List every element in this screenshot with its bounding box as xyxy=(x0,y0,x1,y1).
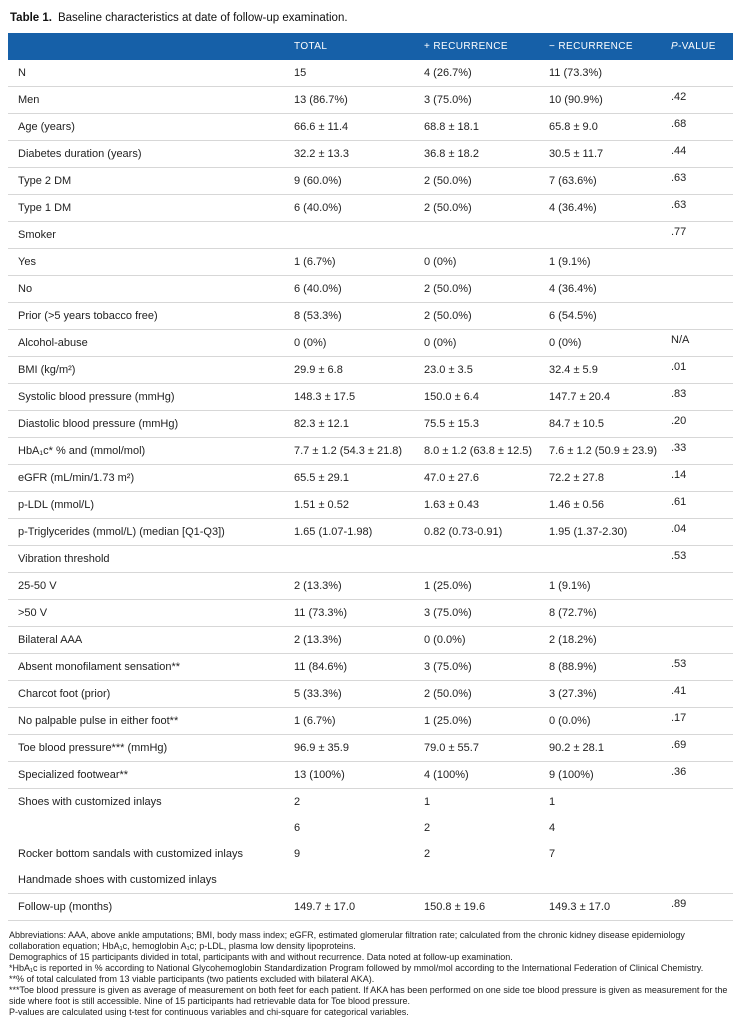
cell-minus-recurrence: 32.4 ± 5.9 xyxy=(543,357,665,384)
cell-p-value xyxy=(665,841,733,867)
cell-plus-recurrence xyxy=(418,867,543,894)
cell-total: 2 (13.3%) xyxy=(288,573,418,600)
cell-total: 1 (6.7%) xyxy=(288,708,418,735)
cell-minus-recurrence: 2 (18.2%) xyxy=(543,627,665,654)
table-row xyxy=(8,87,733,114)
cell-minus-recurrence: 149.3 ± 17.0 xyxy=(543,894,665,921)
cell-p-value: .04 xyxy=(665,519,733,546)
footnote-line: Abbreviations: AAA, above ankle amputations; BMI, body mass index; eGFR, estimated glomerular filtration rate; calculated from the chronic kidney disease epidemiology collaboration equation; HbA₁c, hemoglobin A₁c; p-LDL, plasma low density lipoproteins. xyxy=(9,930,685,951)
row-label: 25-50 V xyxy=(8,573,288,600)
table-row xyxy=(8,681,733,708)
table-row xyxy=(8,168,733,195)
row-label: Men xyxy=(8,87,288,114)
cell-plus-recurrence: 47.0 ± 27.6 xyxy=(418,465,543,492)
cell-total: 6 xyxy=(294,821,301,834)
row-label: p-Triglycerides (mmol/L) (median [Q1-Q3]) xyxy=(8,519,288,546)
table-row xyxy=(8,249,733,276)
row-label: p-LDL (mmol/L) xyxy=(8,492,288,519)
cell-total: 2 xyxy=(294,795,301,808)
cell-minus-recurrence: 7 (63.6%) xyxy=(543,168,665,195)
row-label: Systolic blood pressure (mmHg) xyxy=(8,384,288,411)
cell-minus-recurrence: 84.7 ± 10.5 xyxy=(543,411,665,438)
row-label: Diastolic blood pressure (mmHg) xyxy=(8,411,288,438)
table-row xyxy=(8,894,733,921)
cell-minus-recurrence: 4 xyxy=(549,821,556,834)
row-label: >50 V xyxy=(8,600,288,627)
cell-total: 66.6 ± 11.4 xyxy=(288,114,418,141)
cell-plus-recurrence: 3 (75.0%) xyxy=(418,654,543,681)
cell-total: 13 (86.7%) xyxy=(288,87,418,114)
table-row xyxy=(8,438,733,465)
cell-minus-recurrence: 72.2 ± 27.8 xyxy=(543,465,665,492)
cell-total: 15 xyxy=(288,60,418,87)
cell-plus-recurrence: 0.82 (0.73-0.91) xyxy=(418,519,543,546)
cell-plus-recurrence: 2 xyxy=(424,821,431,834)
cell-total: 9 xyxy=(294,847,301,860)
cell-plus-recurrence: 1 (25.0%) xyxy=(418,573,543,600)
header-empty-cell xyxy=(8,33,288,60)
table-row xyxy=(8,411,733,438)
cell-total: 8 (53.3%) xyxy=(288,303,418,330)
cell-p-value: .63 xyxy=(665,195,733,222)
cell-total xyxy=(288,867,418,894)
cell-p-value: .36 xyxy=(665,762,733,789)
cell-plus-recurrence: 68.8 ± 18.1 xyxy=(418,114,543,141)
cell-p-value: .20 xyxy=(665,411,733,438)
cell-minus-recurrence: 0 (0.0%) xyxy=(543,708,665,735)
row-label: Type 1 DM xyxy=(8,195,288,222)
header-plus-recurrence: + RECURRENCE xyxy=(418,33,543,60)
cell-plus-recurrence xyxy=(418,222,543,249)
row-label: Yes xyxy=(8,249,288,276)
cell-minus-recurrence: 65.8 ± 9.0 xyxy=(543,114,665,141)
table-header-row xyxy=(8,33,733,60)
table-body xyxy=(8,60,733,921)
cell-p-value xyxy=(665,867,733,894)
row-label: Alcohol-abuse xyxy=(8,330,288,357)
table-row xyxy=(8,384,733,411)
cell-minus-recurrence: 1 (9.1%) xyxy=(543,249,665,276)
cell-total: 82.3 ± 12.1 xyxy=(288,411,418,438)
cell-p-value xyxy=(665,815,733,841)
table-row xyxy=(8,276,733,303)
cell-p-value xyxy=(665,627,733,654)
table-row xyxy=(8,546,733,573)
table-row xyxy=(8,815,733,841)
footnotes xyxy=(8,930,735,1018)
row-label: Follow-up (months) xyxy=(8,894,288,921)
cell-total: 9 (60.0%) xyxy=(288,168,418,195)
cell-total: 11 (73.3%) xyxy=(288,600,418,627)
cell-plus-recurrence: 1 (25.0%) xyxy=(418,708,543,735)
table-row xyxy=(8,141,733,168)
row-label: Bilateral AAA xyxy=(8,627,288,654)
cell-total: 1.51 ± 0.52 xyxy=(288,492,418,519)
cell-minus-recurrence: 0 (0%) xyxy=(543,330,665,357)
cell-p-value: .01 xyxy=(665,357,733,384)
cell-plus-recurrence xyxy=(418,546,543,573)
cell-minus-recurrence: 1.46 ± 0.56 xyxy=(543,492,665,519)
table-row xyxy=(8,735,733,762)
cell-minus-recurrence: 4 (36.4%) xyxy=(543,276,665,303)
table-row xyxy=(8,519,733,546)
cell-total: 65.5 ± 29.1 xyxy=(288,465,418,492)
table-row xyxy=(8,867,733,894)
footnote-line: ***Toe blood pressure is given as average of measurement on both feet for each patient. If AKA has been performed on one side toe blood pressure is given as measurement for the side where foot is still accessible. Nine of 15 participants had retrievable data for Toe blood pressure. xyxy=(9,985,728,1006)
row-label: Vibration threshold xyxy=(8,546,288,573)
row-label: Smoker xyxy=(8,222,288,249)
cell-plus-recurrence: 150.8 ± 19.6 xyxy=(418,894,543,921)
cell-p-value: .63 xyxy=(665,168,733,195)
cell-total: 1 (6.7%) xyxy=(288,249,418,276)
row-label: HbA₁c* % and (mmol/mol) xyxy=(8,438,288,465)
cell-plus-recurrence: 3 (75.0%) xyxy=(418,87,543,114)
cell-p-value xyxy=(665,249,733,276)
cell-p-value: .68 xyxy=(665,114,733,141)
cell-minus-recurrence: 3 (27.3%) xyxy=(543,681,665,708)
cell-total xyxy=(288,222,418,249)
table-row xyxy=(8,330,733,357)
row-label: Rocker bottom sandals with customized inlays xyxy=(18,847,243,860)
table-row xyxy=(8,195,733,222)
cell-minus-recurrence: 1 (9.1%) xyxy=(543,573,665,600)
cell-total: 13 (100%) xyxy=(288,762,418,789)
cell-p-value: .42 xyxy=(665,87,733,114)
cell-plus-recurrence: 2 (50.0%) xyxy=(418,195,543,222)
row-label: BMI (kg/m²) xyxy=(8,357,288,384)
row-label: Type 2 DM xyxy=(8,168,288,195)
row-label: Specialized footwear** xyxy=(8,762,288,789)
cell-minus-recurrence: 6 (54.5%) xyxy=(543,303,665,330)
table-caption xyxy=(10,12,733,24)
cell-p-value: .89 xyxy=(665,894,733,921)
cell-total: 5 (33.3%) xyxy=(288,681,418,708)
row-label: No xyxy=(8,276,288,303)
cell-p-value: .44 xyxy=(665,141,733,168)
table-row xyxy=(8,841,733,867)
cell-total: 32.2 ± 13.3 xyxy=(288,141,418,168)
cell-plus-recurrence: 4 (100%) xyxy=(418,762,543,789)
cell-minus-recurrence: 8 (88.9%) xyxy=(543,654,665,681)
cell-minus-recurrence: 90.2 ± 28.1 xyxy=(543,735,665,762)
table-row xyxy=(8,222,733,249)
header-total: TOTAL xyxy=(288,33,418,60)
table-row xyxy=(8,600,733,627)
header-p-value-italic: P xyxy=(671,41,679,52)
cell-total: 96.9 ± 35.9 xyxy=(288,735,418,762)
cell-total: 6 (40.0%) xyxy=(288,276,418,303)
cell-minus-recurrence xyxy=(543,867,665,894)
cell-minus-recurrence xyxy=(543,222,665,249)
cell-total: 7.7 ± 1.2 (54.3 ± 21.8) xyxy=(288,438,418,465)
table-row xyxy=(8,303,733,330)
cell-p-value: .33 xyxy=(665,438,733,465)
cell-p-value xyxy=(665,600,733,627)
cell-plus-recurrence: 8.0 ± 1.2 (63.8 ± 12.5) xyxy=(418,438,543,465)
cell-p-value: .61 xyxy=(665,492,733,519)
row-label: Charcot foot (prior) xyxy=(8,681,288,708)
cell-p-value: N/A xyxy=(665,330,733,357)
cell-total: 0 (0%) xyxy=(288,330,418,357)
row-label: Absent monofilament sensation** xyxy=(8,654,288,681)
cell-minus-recurrence: 1 xyxy=(549,795,556,808)
cell-p-value: .41 xyxy=(665,681,733,708)
cell-minus-recurrence xyxy=(543,546,665,573)
cell-p-value: .77 xyxy=(665,222,733,249)
table-row xyxy=(8,762,733,789)
table-row xyxy=(8,708,733,735)
table-row xyxy=(8,114,733,141)
cell-plus-recurrence: 36.8 ± 18.2 xyxy=(418,141,543,168)
row-label: Shoes with customized inlays xyxy=(18,795,162,808)
row-label: Prior (>5 years tobacco free) xyxy=(8,303,288,330)
cell-minus-recurrence: 10 (90.9%) xyxy=(543,87,665,114)
cell-plus-recurrence: 0 (0%) xyxy=(418,249,543,276)
table-row xyxy=(8,60,733,87)
cell-total: 2 (13.3%) xyxy=(288,627,418,654)
cell-total: 149.7 ± 17.0 xyxy=(288,894,418,921)
footnote-line: *HbA₁c is reported in % according to National Glycohemoglobin Standardization Program followed by mmol/mol according to the International Federation of Clinical Chemistry. xyxy=(9,963,704,973)
baseline-characteristics-table xyxy=(8,33,733,921)
cell-minus-recurrence: 7.6 ± 1.2 (50.9 ± 23.9) xyxy=(543,438,665,465)
cell-minus-recurrence: 7 xyxy=(549,847,556,860)
cell-minus-recurrence: 9 (100%) xyxy=(543,762,665,789)
cell-total: 1.65 (1.07-1.98) xyxy=(288,519,418,546)
cell-p-value xyxy=(665,573,733,600)
cell-plus-recurrence: 23.0 ± 3.5 xyxy=(418,357,543,384)
cell-total: 11 (84.6%) xyxy=(288,654,418,681)
cell-minus-recurrence: 1.95 (1.37-2.30) xyxy=(543,519,665,546)
table-header xyxy=(8,33,733,60)
header-minus-recurrence: − RECURRENCE xyxy=(543,33,665,60)
cell-plus-recurrence: 3 (75.0%) xyxy=(418,600,543,627)
row-label: N xyxy=(8,60,288,87)
row-label: eGFR (mL/min/1.73 m²) xyxy=(8,465,288,492)
cell-minus-recurrence: 4 (36.4%) xyxy=(543,195,665,222)
table-caption-label: Table 1. xyxy=(10,12,52,24)
cell-p-value xyxy=(665,276,733,303)
cell-p-value xyxy=(665,789,733,816)
table-row xyxy=(8,357,733,384)
footnote-line: Demographics of 15 participants divided in total, participants with and without recurrence. Data noted at follow-up examination. xyxy=(9,952,513,962)
cell-p-value: .17 xyxy=(665,708,733,735)
cell-total xyxy=(288,546,418,573)
cell-p-value xyxy=(665,60,733,87)
cell-total: 148.3 ± 17.5 xyxy=(288,384,418,411)
cell-minus-recurrence: 147.7 ± 20.4 xyxy=(543,384,665,411)
cell-plus-recurrence: 2 (50.0%) xyxy=(418,168,543,195)
cell-minus-recurrence: 8 (72.7%) xyxy=(543,600,665,627)
cell-plus-recurrence: 150.0 ± 6.4 xyxy=(418,384,543,411)
cell-p-value: .14 xyxy=(665,465,733,492)
cell-plus-recurrence: 79.0 ± 55.7 xyxy=(418,735,543,762)
row-label: Diabetes duration (years) xyxy=(8,141,288,168)
cell-plus-recurrence: 2 xyxy=(424,847,431,860)
table-caption-text: Baseline characteristics at date of follow-up examination. xyxy=(57,12,348,24)
cell-p-value xyxy=(665,303,733,330)
cell-plus-recurrence: 75.5 ± 15.3 xyxy=(418,411,543,438)
row-label: Toe blood pressure*** (mmHg) xyxy=(8,735,288,762)
row-label xyxy=(8,815,288,841)
cell-p-value: .83 xyxy=(665,384,733,411)
table-row xyxy=(8,627,733,654)
cell-total: 29.9 ± 6.8 xyxy=(288,357,418,384)
cell-plus-recurrence: 0 (0.0%) xyxy=(418,627,543,654)
cell-plus-recurrence: 4 (26.7%) xyxy=(418,60,543,87)
cell-p-value: .53 xyxy=(665,546,733,573)
cell-minus-recurrence: 11 (73.3%) xyxy=(543,60,665,87)
table-row xyxy=(8,492,733,519)
table-row xyxy=(8,789,733,816)
cell-plus-recurrence: 1.63 ± 0.43 xyxy=(418,492,543,519)
cell-total: 6 (40.0%) xyxy=(288,195,418,222)
table-row xyxy=(8,465,733,492)
table-row xyxy=(8,573,733,600)
cell-plus-recurrence: 1 xyxy=(424,795,431,808)
footnote-line: **% of total calculated from 13 viable participants (two patients excluded with bilateral AKA). xyxy=(9,974,375,984)
footnote-line: P-values are calculated using t-test for continuous variables and chi-square for categorical variables. xyxy=(9,1007,409,1017)
cell-plus-recurrence: 2 (50.0%) xyxy=(418,681,543,708)
table-row xyxy=(8,654,733,681)
row-label: No palpable pulse in either foot** xyxy=(8,708,288,735)
header-p-value-rest: -VALUE xyxy=(678,41,716,52)
cell-plus-recurrence: 2 (50.0%) xyxy=(418,276,543,303)
cell-p-value: .53 xyxy=(665,654,733,681)
header-p-value xyxy=(665,33,733,60)
cell-p-value: .69 xyxy=(665,735,733,762)
cell-plus-recurrence: 0 (0%) xyxy=(418,330,543,357)
cell-plus-recurrence: 2 (50.0%) xyxy=(418,303,543,330)
row-label: Handmade shoes with customized inlays xyxy=(8,867,288,894)
row-label: Age (years) xyxy=(8,114,288,141)
cell-minus-recurrence: 30.5 ± 11.7 xyxy=(543,141,665,168)
